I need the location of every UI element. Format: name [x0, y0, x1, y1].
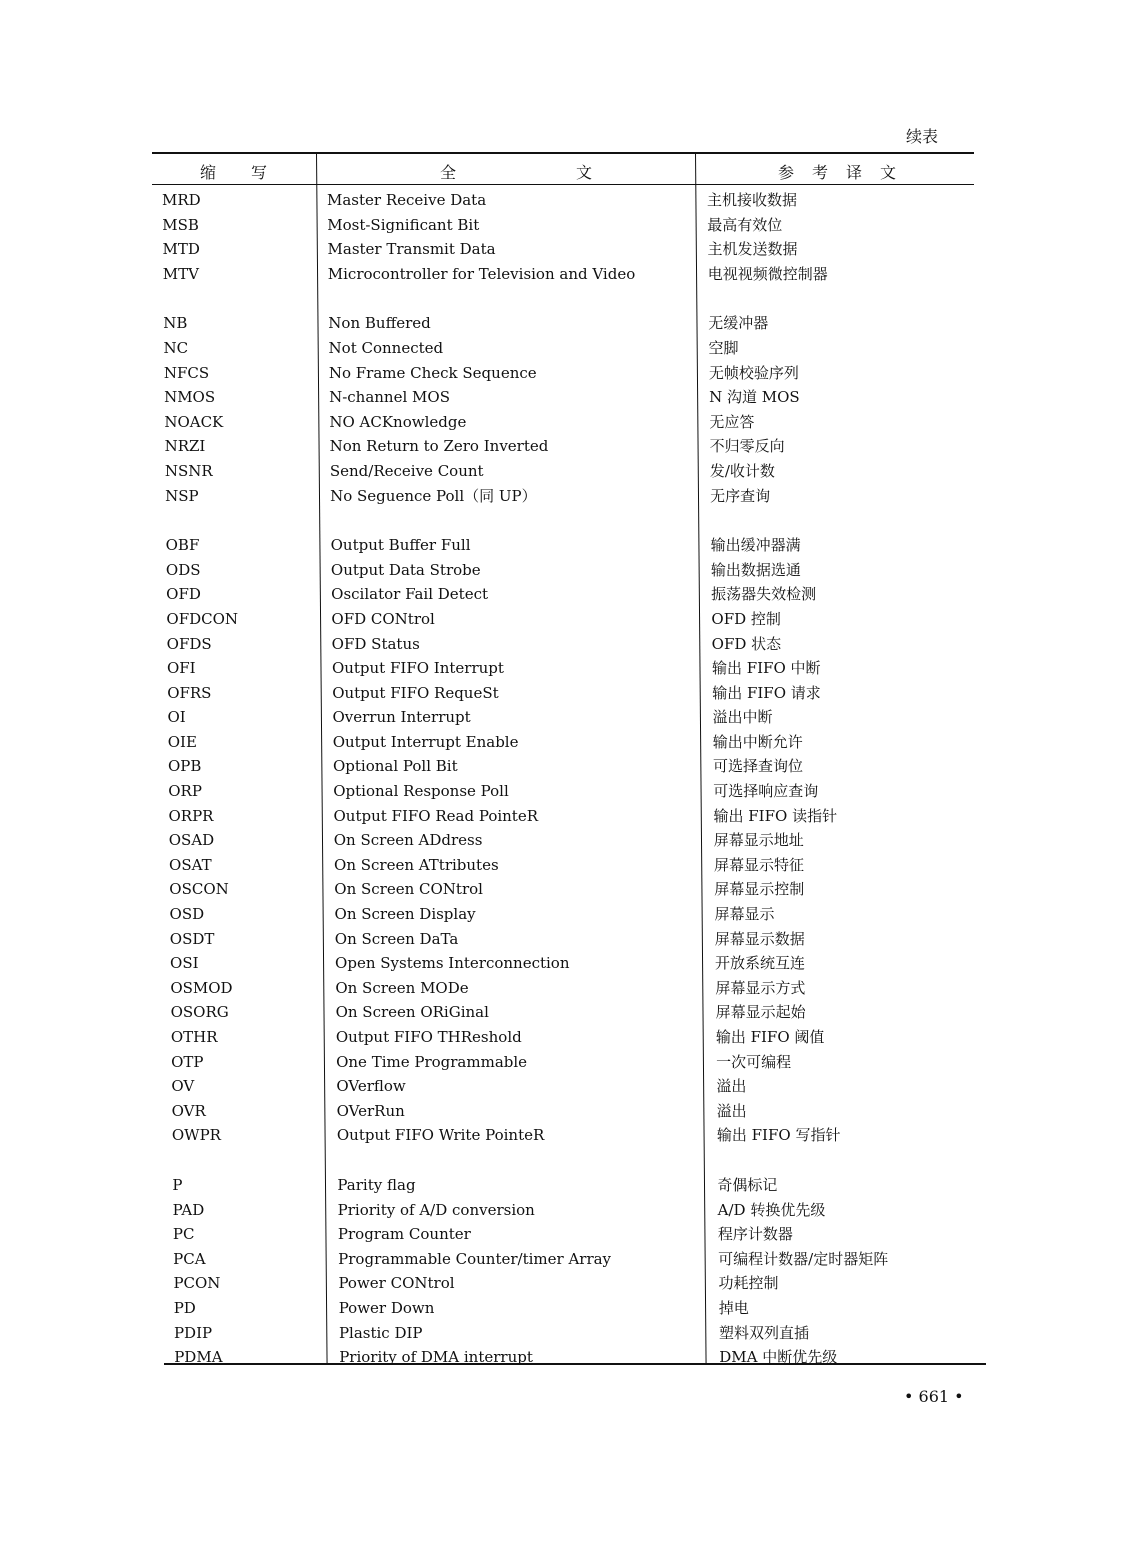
full-text-cell: Master Receive Data: [327, 191, 487, 209]
abbreviation-cell: OWPR: [171, 1126, 221, 1145]
full-text-cell: Overrun Interrupt: [332, 708, 471, 727]
abbreviation-cell: OSI: [170, 954, 199, 973]
full-text-cell: Output FIFO Write PointeR: [336, 1126, 545, 1145]
table-row: [0, 951, 1122, 976]
table-row: [0, 927, 1122, 952]
continued-label: 续表: [906, 127, 939, 146]
header-full-text: 全 文: [440, 163, 594, 182]
abbreviation-cell: PD: [173, 1298, 196, 1317]
translation-cell: A/D 转换优先级: [717, 1200, 826, 1219]
translation-cell: 输出 FIFO 阈值: [715, 1028, 825, 1046]
translation-cell: 最高有效位: [707, 215, 783, 234]
abbreviation-cell: NFCS: [163, 363, 210, 382]
table-row: [0, 853, 1122, 878]
header-abbreviation: 缩 写: [200, 163, 269, 182]
table-row: [0, 311, 1122, 336]
translation-cell: 输出中断允许: [712, 732, 803, 751]
table-row: [0, 705, 1122, 730]
full-text-cell: Open Systems Interconnection: [335, 954, 570, 973]
translation-cell: 输出 FIFO 写指针: [716, 1126, 841, 1145]
table-row: [0, 213, 1122, 238]
translation-cell: 屏幕显示: [714, 905, 775, 924]
full-text-cell: Output FIFO RequeSt: [332, 683, 499, 702]
abbreviation-cell: PC: [172, 1225, 195, 1244]
table-row: [0, 1173, 1122, 1198]
translation-cell: 一次可编程: [716, 1052, 792, 1071]
translation-cell: 无序查询: [710, 486, 771, 505]
table-row: [0, 484, 1122, 509]
abbreviation-cell: NSNR: [164, 461, 213, 480]
translation-cell: 输出 FIFO 中断: [711, 659, 821, 678]
abbreviation-cell: ORP: [168, 782, 202, 801]
abbreviation-cell: PCON: [173, 1274, 221, 1293]
table-row: [0, 828, 1122, 853]
abbreviation-cell: NRZI: [164, 437, 206, 456]
full-text-cell: Microcontroller for Television and Video: [327, 264, 636, 283]
full-text-cell: Power CONtrol: [338, 1274, 455, 1293]
abbreviation-cell: NC: [163, 338, 189, 357]
table-row: [0, 1099, 1122, 1124]
abbreviation-cell: OPB: [167, 757, 202, 776]
abbreviation-cell: OVR: [171, 1101, 206, 1120]
table-row: [0, 582, 1122, 607]
table-row: [0, 730, 1122, 755]
translation-cell: 电视视频微控制器: [707, 264, 828, 283]
table-row: [0, 558, 1122, 583]
translation-cell: 无帧校验序列: [708, 363, 799, 382]
translation-cell: 主机接收数据: [707, 191, 798, 209]
table-row: [0, 976, 1122, 1001]
page-number: • 661 •: [904, 1387, 964, 1406]
full-text-cell: Programmable Counter/timer Array: [338, 1249, 612, 1268]
abbreviation-cell: ODS: [165, 560, 201, 579]
table-row: [0, 1247, 1122, 1272]
abbreviation-cell: OV: [171, 1077, 195, 1096]
full-text-cell: No Frame Check Sequence: [328, 363, 537, 382]
translation-cell: 塑料双列直插: [718, 1323, 809, 1342]
table-row: [0, 1296, 1122, 1321]
translation-cell: 空脚: [708, 338, 739, 357]
full-text-cell: N-channel MOS: [329, 388, 450, 407]
full-text-cell: Oscilator Fail Detect: [331, 585, 489, 604]
full-text-cell: On Screen Display: [334, 905, 476, 924]
full-text-cell: On Screen ADdress: [333, 831, 483, 850]
translation-cell: 可选择响应查询: [713, 782, 819, 801]
full-text-cell: On Screen DaTa: [334, 929, 459, 948]
table-row: [0, 1025, 1122, 1050]
group-spacer: [0, 1148, 1122, 1173]
table-row: [0, 1123, 1122, 1148]
abbreviation-cell: PDIP: [173, 1323, 213, 1342]
full-text-cell: On Screen CONtrol: [334, 880, 483, 899]
translation-cell: 溢出: [716, 1101, 747, 1120]
table-row: [0, 632, 1122, 657]
translation-cell: 振荡器失效检测: [711, 585, 817, 604]
abbreviation-cell: OFRS: [167, 683, 212, 702]
translation-cell: 屏幕显示地址: [713, 831, 804, 850]
full-text-cell: OVerRun: [336, 1101, 405, 1120]
abbreviation-cell: NSP: [165, 486, 199, 505]
abbreviation-cell: OSCON: [169, 880, 229, 899]
full-text-cell: OFD CONtrol: [331, 609, 435, 628]
table-row: [0, 1074, 1122, 1099]
translation-cell: 可编程计数器/定时器矩阵: [718, 1249, 889, 1268]
translation-cell: 溢出中断: [712, 708, 773, 727]
abbreviation-cell: PCA: [173, 1249, 206, 1268]
abbreviation-cell: OBF: [165, 536, 200, 555]
full-text-cell: Priority of DMA interrupt: [339, 1348, 533, 1367]
table-row: [0, 188, 1122, 213]
table-row: [0, 754, 1122, 779]
full-text-cell: Output Buffer Full: [330, 536, 471, 555]
translation-cell: 可选择查询位: [712, 757, 803, 776]
full-text-cell: Plastic DIP: [338, 1323, 423, 1342]
table-row: [0, 361, 1122, 386]
table-row: [0, 804, 1122, 829]
full-text-cell: No Seguence Poll（同 UP）: [330, 486, 537, 505]
table-row: [0, 336, 1122, 361]
abbreviation-cell: OSAT: [169, 855, 212, 874]
abbreviation-cell: OFI: [166, 659, 196, 678]
abbreviation-cell: OSMOD: [170, 978, 233, 997]
abbreviation-cell: PDMA: [174, 1348, 223, 1367]
full-text-cell: Output Interrupt Enable: [332, 732, 519, 751]
abbreviation-cell: OFDCON: [166, 609, 239, 628]
table-row: [0, 1000, 1122, 1025]
translation-cell: 程序计数器: [717, 1225, 793, 1244]
translation-cell: 发/收计数: [709, 461, 775, 480]
table-row: [0, 262, 1122, 287]
full-text-cell: Not Connected: [328, 338, 444, 357]
abbreviation-cell: OIE: [167, 732, 197, 751]
table-row: [0, 237, 1122, 262]
translation-cell: 奇偶标记: [717, 1175, 778, 1194]
translation-cell: OFD 状态: [711, 634, 782, 653]
table-row: [0, 410, 1122, 435]
full-text-cell: Non Buffered: [328, 314, 431, 333]
abbreviation-cell: OSDT: [169, 929, 215, 948]
full-text-cell: OFD Status: [331, 634, 420, 653]
table-row: [0, 902, 1122, 927]
full-text-cell: NO ACKnowledge: [329, 412, 467, 431]
translation-cell: 掉电: [718, 1298, 749, 1317]
full-text-cell: Parity flag: [337, 1175, 416, 1194]
full-text-cell: Non Return to Zero Inverted: [329, 437, 549, 456]
abbreviation-cell: OFD: [166, 585, 201, 604]
full-text-cell: OVerflow: [336, 1077, 406, 1096]
translation-cell: 主机发送数据: [707, 240, 798, 259]
full-text-cell: Output FIFO Interrupt: [331, 659, 504, 678]
abbreviation-cell: OSD: [169, 905, 205, 924]
abbreviation-cell: OI: [167, 708, 186, 727]
abbreviation-cell: PAD: [172, 1200, 205, 1219]
full-text-cell: Optional Response Poll: [333, 782, 509, 801]
full-text-cell: Priority of A/D conversion: [337, 1200, 535, 1219]
abbreviation-cell: OSAD: [168, 831, 215, 850]
abbreviation-cell: OTP: [171, 1052, 204, 1071]
full-text-cell: On Screen ATtributes: [334, 855, 499, 874]
translation-cell: 输出缓冲器满: [710, 536, 801, 555]
table-top-rule: [152, 152, 974, 154]
table-row: [0, 607, 1122, 632]
abbreviation-cell: MTD: [162, 240, 200, 259]
translation-cell: 溢出: [716, 1077, 747, 1096]
translation-cell: N 沟道 MOS: [709, 388, 800, 407]
translation-cell: 输出数据选通: [710, 560, 801, 579]
table-row: [0, 385, 1122, 410]
table-row: [0, 1345, 1122, 1370]
translation-cell: 输出 FIFO 读指针: [713, 806, 838, 825]
abbreviation-cell: NB: [163, 314, 188, 333]
abbreviation-cell: OSORG: [170, 1003, 229, 1022]
translation-cell: 功耗控制: [718, 1274, 779, 1293]
full-text-cell: Output FIFO Read PointeR: [333, 806, 539, 825]
table-row: [0, 434, 1122, 459]
abbreviation-cell: OTHR: [170, 1028, 218, 1046]
table-row: [0, 533, 1122, 558]
translation-cell: 不归零反向: [709, 437, 785, 456]
full-text-cell: Program Counter: [337, 1225, 471, 1244]
translation-cell: 屏幕显示特征: [714, 855, 805, 874]
translation-cell: OFD 控制: [711, 609, 781, 628]
translation-cell: 无缓冲器: [708, 314, 769, 333]
abbreviation-cell: OFDS: [166, 634, 212, 653]
full-text-cell: Optional Poll Bit: [332, 757, 458, 776]
abbreviation-cell: NMOS: [164, 388, 216, 407]
translation-cell: 屏幕显示控制: [714, 880, 805, 899]
full-text-cell: Master Transmit Data: [327, 240, 496, 259]
table-row: [0, 656, 1122, 681]
group-spacer: [0, 508, 1122, 533]
translation-cell: 无应答: [709, 412, 755, 431]
abbreviation-cell: MTV: [162, 264, 199, 283]
translation-cell: DMA 中断优先级: [719, 1348, 838, 1367]
table-row: [0, 1050, 1122, 1075]
full-text-cell: On Screen MODe: [335, 978, 469, 997]
table-row: [0, 877, 1122, 902]
abbreviation-cell: P: [172, 1175, 183, 1194]
translation-cell: 屏幕显示方式: [715, 978, 806, 997]
abbreviation-table-body: [0, 188, 1122, 1370]
table-row: [0, 459, 1122, 484]
table-row: [0, 1198, 1122, 1223]
table-row: [0, 779, 1122, 804]
header-reference-translation: 参 考 译 文: [778, 163, 898, 182]
abbreviation-cell: ORPR: [168, 806, 214, 825]
table-bottom-rule: [164, 1363, 986, 1365]
abbreviation-cell: NOACK: [164, 412, 224, 431]
translation-cell: 开放系统互连: [715, 954, 806, 973]
abbreviation-cell: MRD: [162, 191, 201, 209]
translation-cell: 屏幕显示数据: [714, 929, 805, 948]
table-header-rule: [152, 184, 974, 185]
abbreviation-cell: MSB: [162, 215, 199, 234]
full-text-cell: Most-Significant Bit: [327, 215, 480, 234]
full-text-cell: Power Down: [338, 1298, 435, 1317]
table-row: [0, 1271, 1122, 1296]
group-spacer: [0, 286, 1122, 311]
full-text-cell: Output Data Strobe: [330, 560, 481, 579]
table-row: [0, 1321, 1122, 1346]
table-row: [0, 1222, 1122, 1247]
table-row: [0, 681, 1122, 706]
full-text-cell: Output FIFO THReshold: [335, 1028, 522, 1046]
translation-cell: 输出 FIFO 请求: [712, 683, 821, 702]
full-text-cell: Send/Receive Count: [329, 461, 484, 480]
full-text-cell: On Screen ORiGinal: [335, 1003, 489, 1022]
translation-cell: 屏幕显示起始: [715, 1003, 806, 1022]
full-text-cell: One Time Programmable: [336, 1052, 528, 1071]
